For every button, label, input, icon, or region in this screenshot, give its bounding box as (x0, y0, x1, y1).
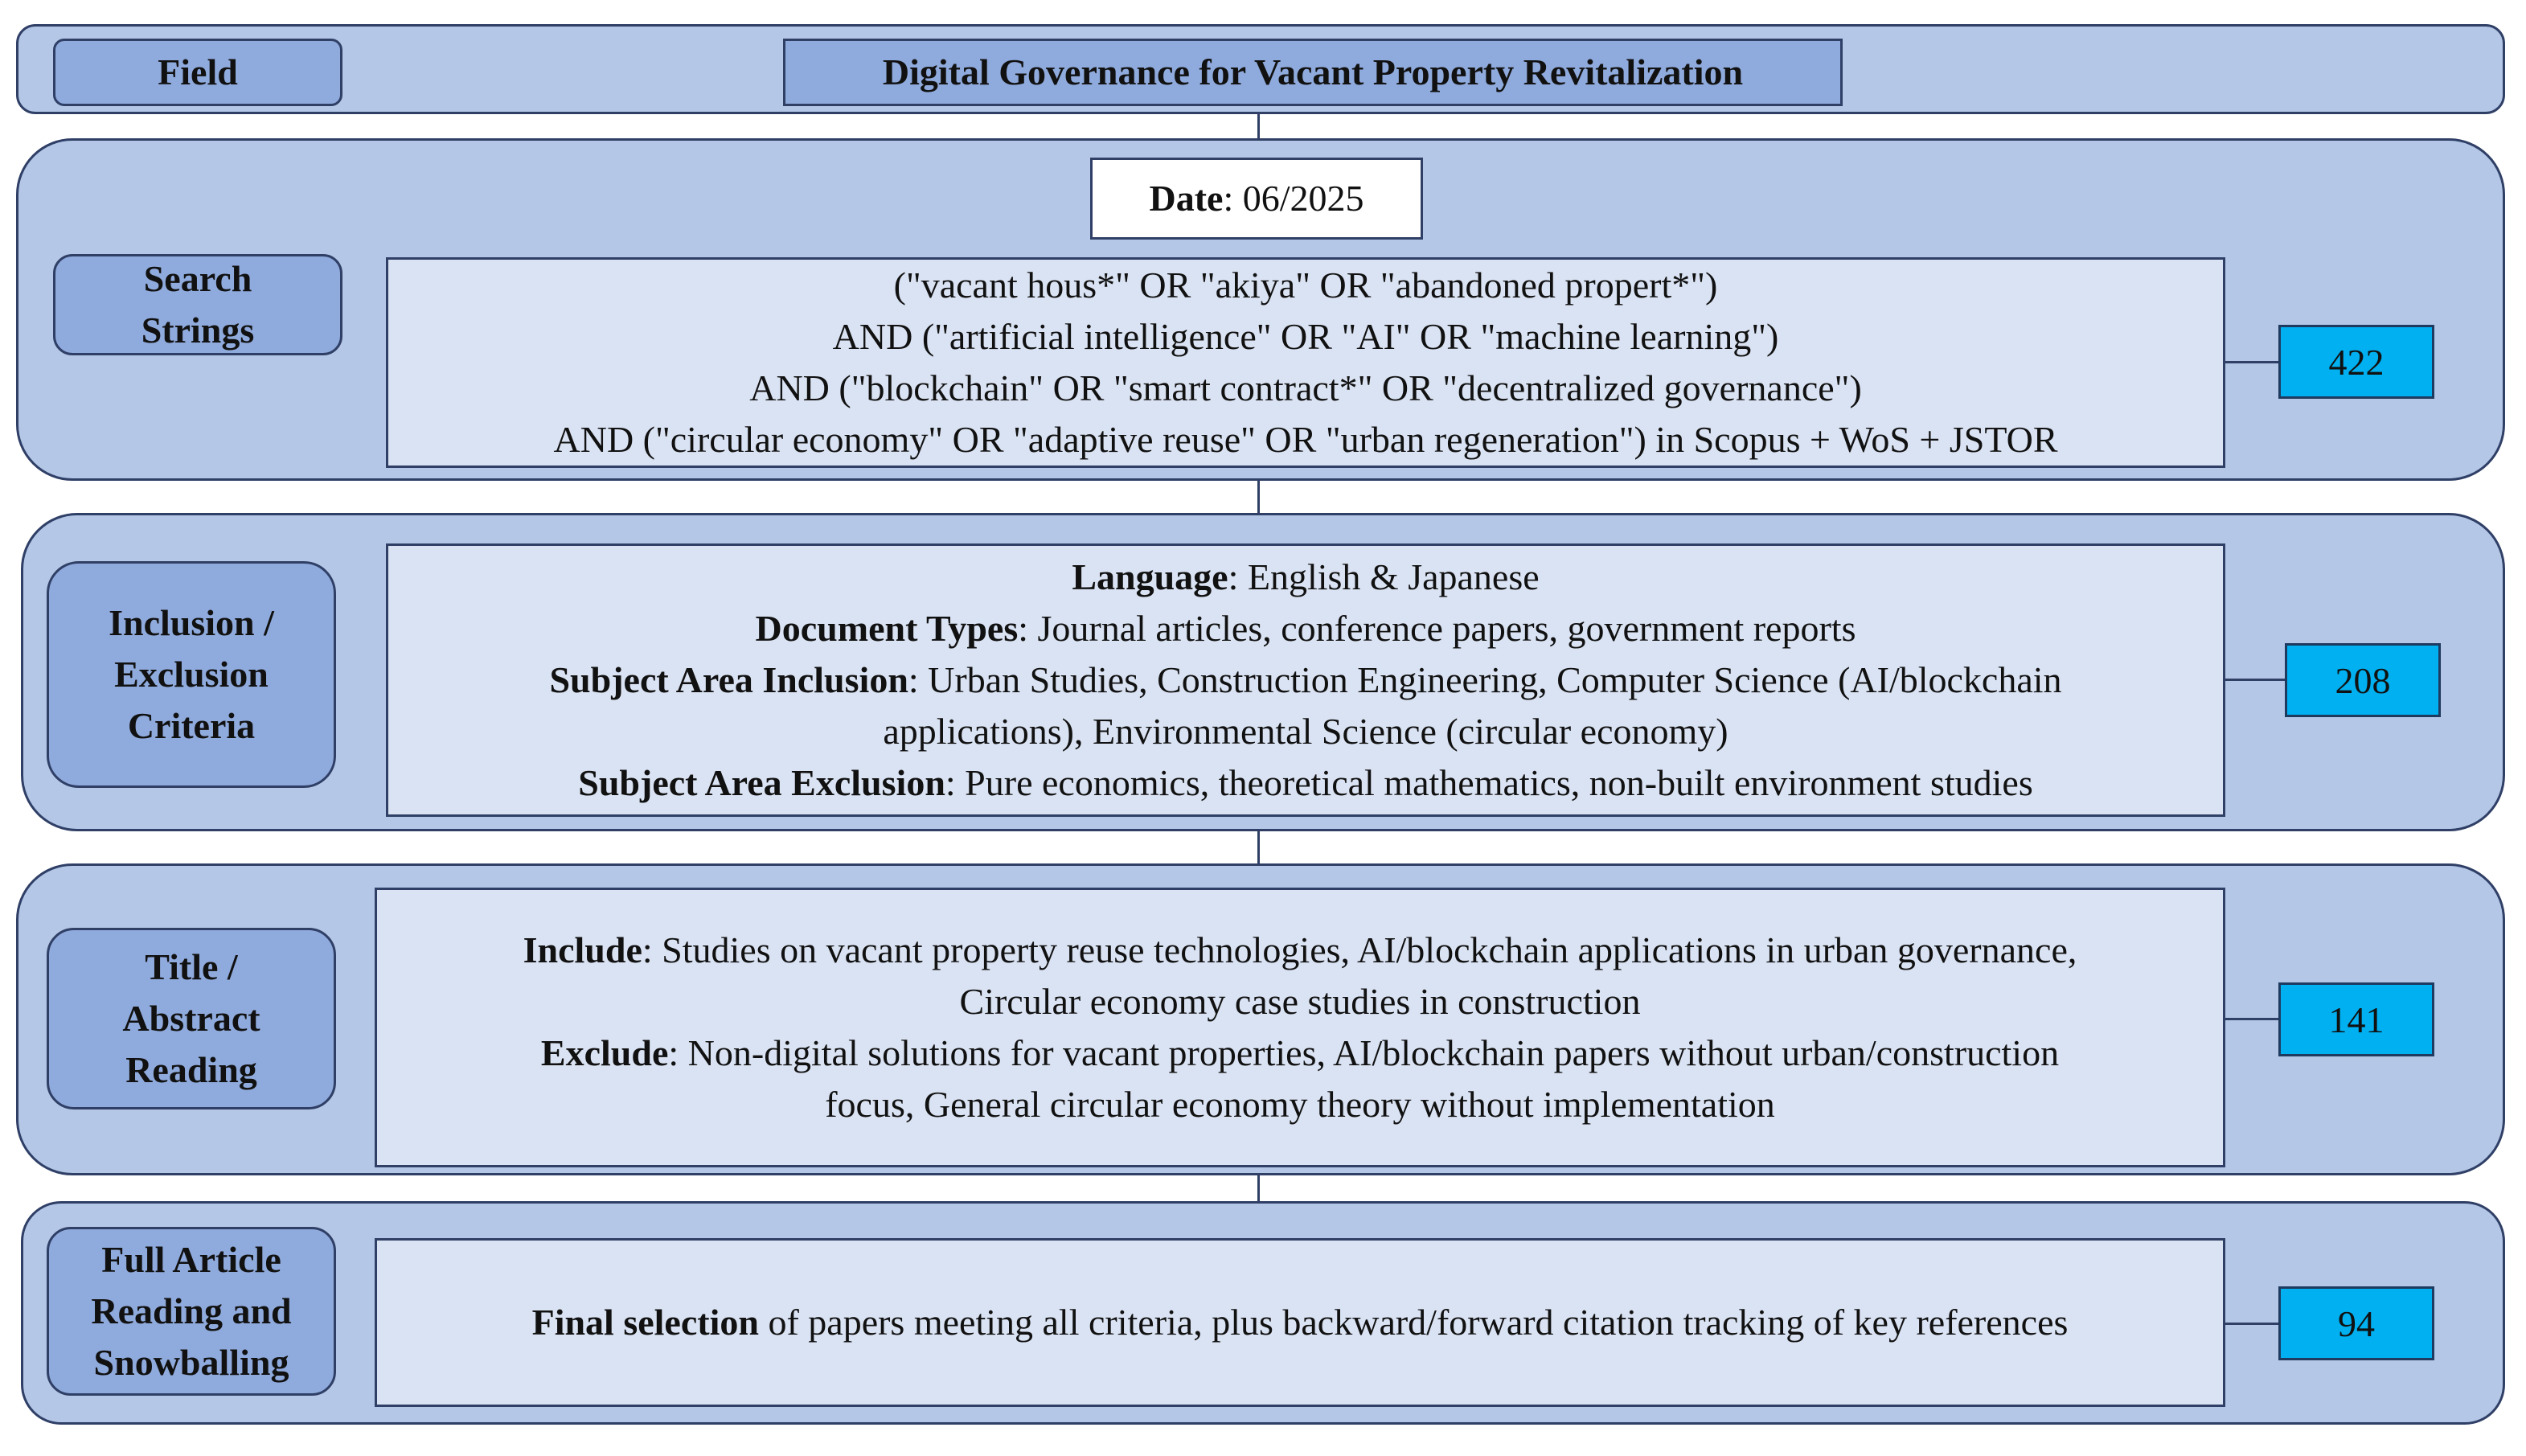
subject-exclusion-label: Subject Area Exclusion (578, 762, 945, 803)
include-value: : Studies on vacant property reuse technologies, AI/blockchain applications in urban governance, (642, 929, 2077, 970)
field-label-text: Field (158, 51, 238, 92)
final-selection-label: Final selection (531, 1302, 759, 1343)
subject-inclusion-value: : Urban Studies, Construction Engineering, Computer Science (AI/blockchain (908, 659, 2062, 700)
inclusion-criteria-box (386, 543, 2225, 817)
connector-title-count (2225, 1018, 2280, 1020)
full-article-count-badge (2278, 1286, 2434, 1360)
page-title (783, 39, 1843, 106)
search-string-line: AND ("blockchain" OR "smart contract*" OR "decentralized governance") (749, 367, 1862, 408)
subject-inclusion-label: Subject Area Inclusion (549, 659, 908, 700)
connector-header-search (1257, 113, 1260, 140)
search-label-line1: Search (143, 258, 252, 299)
connector-search-inclusion (1257, 479, 1260, 515)
full-article-label-line3: Snowballing (93, 1342, 289, 1383)
title-abstract-label-line2: Abstract (122, 998, 260, 1039)
connector-full-count (2225, 1323, 2280, 1325)
search-strings-box (386, 257, 2225, 468)
inclusion-count: 208 (2335, 659, 2391, 701)
full-article-box (375, 1238, 2225, 1407)
title-abstract-count: 141 (2328, 999, 2385, 1040)
date-box (1090, 158, 1423, 240)
inclusion-label (47, 561, 336, 788)
page-title-text: Digital Governance for Vacant Property Revitalization (882, 51, 1744, 92)
title-abstract-box (375, 888, 2225, 1167)
search-label (53, 254, 342, 355)
title-abstract-label-line1: Title / (145, 946, 238, 987)
full-article-label-line1: Full Article (101, 1239, 281, 1280)
title-abstract-label-line3: Reading (125, 1049, 257, 1090)
doctypes-label: Document Types (755, 608, 1019, 649)
subject-inclusion-continued: applications), Environmental Science (circular economy) (883, 711, 1728, 752)
language-label: Language (1072, 556, 1228, 597)
full-article-count: 94 (2338, 1302, 2375, 1344)
include-label: Include (523, 929, 642, 970)
final-selection-value: of papers meeting all criteria, plus backward/forward citation tracking of key references (758, 1302, 2069, 1343)
connector-title-full (1257, 1174, 1260, 1203)
language-value: : English & Japanese (1228, 556, 1540, 597)
inclusion-label-line3: Criteria (127, 705, 256, 746)
exclude-label: Exclude (540, 1032, 669, 1073)
doctypes-value: : Journal articles, conference papers, government reports (1018, 608, 1856, 649)
exclude-value: : Non-digital solutions for vacant properties, AI/blockchain papers without urban/construction (668, 1032, 2060, 1073)
full-article-label (47, 1227, 336, 1396)
field-label (53, 39, 342, 106)
search-count-badge (2278, 325, 2434, 399)
exclude-continued: focus, General circular economy theory without implementation (825, 1084, 1775, 1125)
connector-inclusion-count (2225, 679, 2286, 681)
title-abstract-count-badge (2278, 982, 2434, 1056)
date-value: : 06/2025 (1223, 178, 1364, 219)
search-count: 422 (2328, 341, 2385, 383)
inclusion-label-line1: Inclusion / (109, 602, 274, 643)
date-label: Date (1149, 178, 1224, 219)
inclusion-label-line2: Exclusion (114, 654, 269, 695)
include-continued: Circular economy case studies in construction (959, 981, 1641, 1022)
connector-search-count (2225, 361, 2280, 363)
inclusion-count-badge (2285, 643, 2441, 717)
search-string-line: AND ("circular economy" OR "adaptive reuse" OR "urban regeneration") in Scopus + WoS + JSTOR (553, 419, 2058, 460)
search-string-line: ("vacant hous*" OR "akiya" OR "abandoned propert*") (893, 265, 1718, 306)
subject-exclusion-value: : Pure economics, theoretical mathematics, non-built environment studies (945, 762, 2033, 803)
search-label-line2: Strings (141, 310, 255, 351)
search-string-line: AND ("artificial intelligence" OR "AI" OR "machine learning") (832, 316, 1779, 357)
connector-inclusion-title (1257, 830, 1260, 865)
title-abstract-label (47, 928, 336, 1109)
full-article-label-line2: Reading and (91, 1290, 292, 1331)
